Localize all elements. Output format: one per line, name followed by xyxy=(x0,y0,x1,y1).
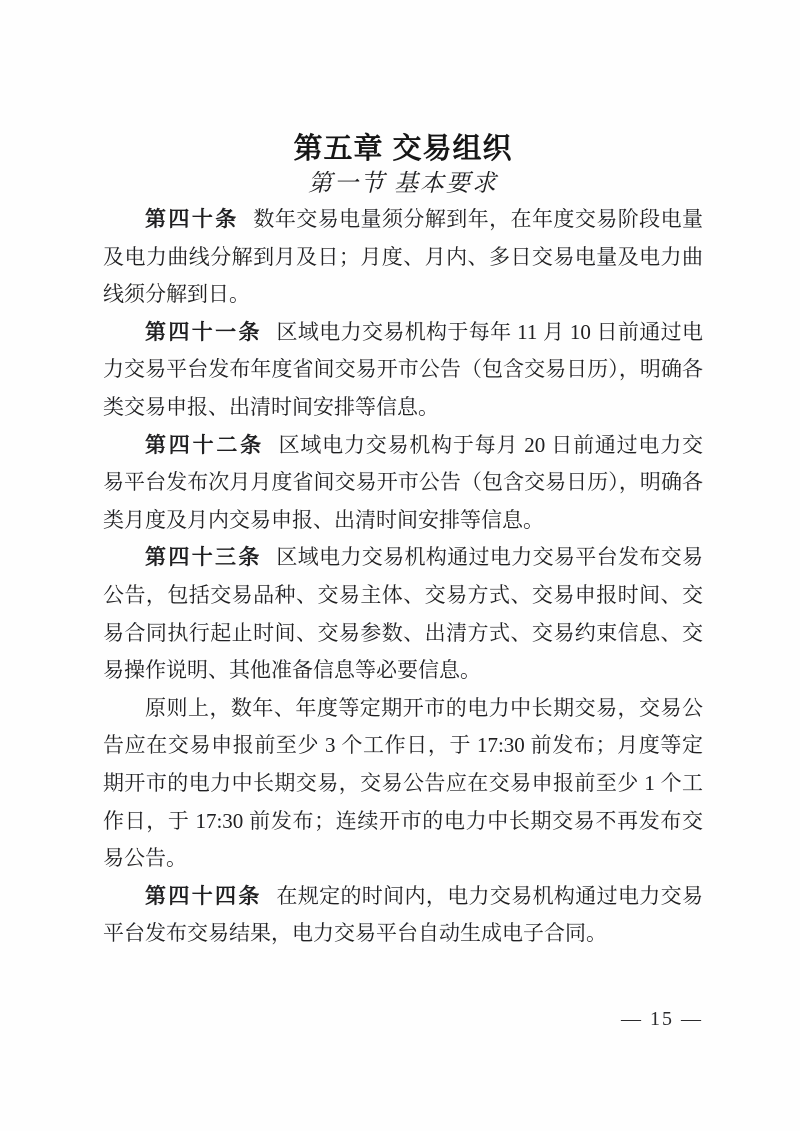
chapter-title: 第五章 交易组织 xyxy=(293,133,513,165)
article-text: 数年交易电量须分解到年，在年度交易阶段电量及电力曲线分解到月及日；月度、月内、多日交易电量及电力曲线须分解到日。 xyxy=(103,207,703,307)
article-paragraph-42 xyxy=(103,427,703,540)
article-paragraph-44 xyxy=(103,878,703,953)
article-number: 第四十一条 xyxy=(145,319,262,344)
article-paragraph-41 xyxy=(103,314,703,427)
article-text: 区域电力交易机构于每年 11 月 10 日前通过电力交易平台发布年度省间交易开市公告（包含交易日历），明确各类交易申报、出清时间安排等信息。 xyxy=(103,319,703,419)
document-content xyxy=(103,131,703,953)
article-number: 第四十三条 xyxy=(145,545,262,570)
article-text: 区域电力交易机构通过电力交易平台发布交易公告，包括交易品种、交易主体、交易方式、交易申报时间、交易合同执行起止时间、交易参数、出清方式、交易约束信息、交易操作说明、其他准备信息等必要信息。 xyxy=(103,545,704,683)
article-text: 原则上，数年、年度等定期开市的电力中长期交易，交易公告应在交易申报前至少 3 个工作日，于 17:30 前发布；月度等定期开市的电力中长期交易，交易公告应在交易申报前至少 1 个工作日，于 17:30 前发布；连续开市的电力中长期交易不再发布交易公告。 xyxy=(103,695,703,871)
page-number: — 15 — xyxy=(621,1008,703,1030)
article-number: 第四十二条 xyxy=(145,432,264,457)
article-text: 区域电力交易机构于每月 20 日前通过电力交易平台发布次月月度省间交易开市公告（包含交易日历），明确各类月度及月内交易申报、出清时间安排等信息。 xyxy=(103,432,704,532)
article-number: 第四十条 xyxy=(145,207,239,231)
article-body xyxy=(103,201,703,953)
article-paragraph-40 xyxy=(103,201,703,314)
article-paragraph-43 xyxy=(103,539,703,689)
article-number: 第四十四条 xyxy=(145,883,262,908)
section-title: 第一节 基本要求 xyxy=(308,171,498,197)
article-paragraph-principle xyxy=(103,690,703,878)
article-text: 在规定的时间内，电力交易机构通过电力交易平台发布交易结果，电力交易平台自动生成电子合同。 xyxy=(103,883,704,946)
